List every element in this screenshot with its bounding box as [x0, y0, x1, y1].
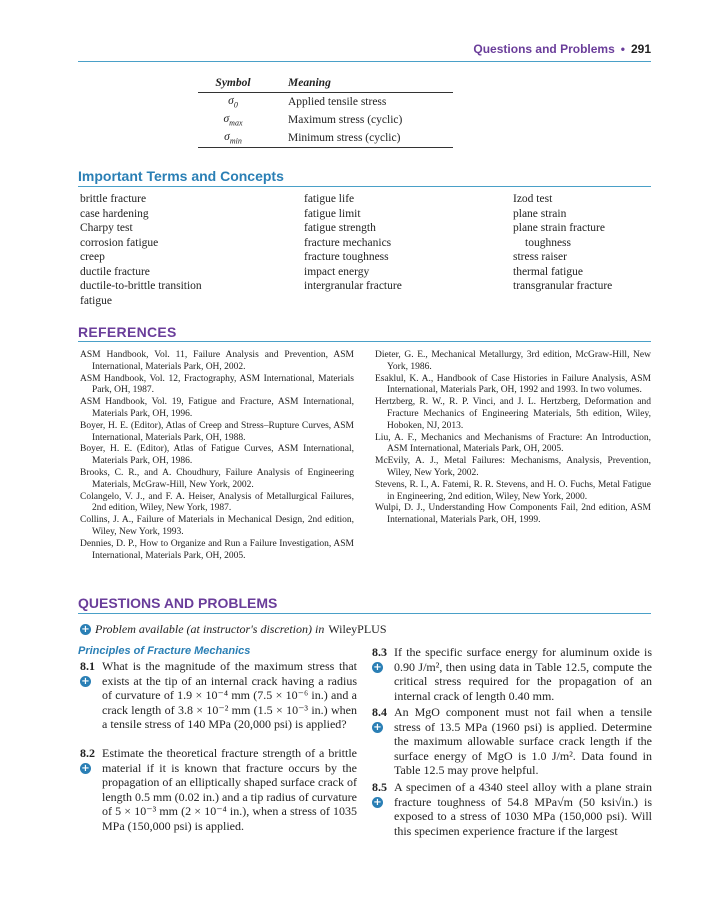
table-row: [198, 111, 453, 129]
references-left: [80, 350, 354, 562]
table-row: [198, 129, 453, 148]
reference-item: McEvily, A. J., Metal Failures: Mechanisms, Analysis, Prevention, Wiley, New York, 2002.: [375, 456, 651, 478]
questions-heading: QUESTIONS AND PROBLEMS: [78, 595, 278, 611]
plus-circle-icon: +: [373, 722, 382, 733]
term: fracture toughness: [304, 251, 389, 263]
meaning-cell: Minimum stress (cyclic): [288, 132, 401, 144]
terms-rule: [78, 186, 651, 187]
problem-number: 8.1: [80, 659, 95, 673]
table-row: [198, 93, 453, 111]
term: Izod test: [513, 193, 553, 205]
term: impact energy: [304, 265, 370, 278]
reference-item: Dennies, D. P., How to Organize and Run a Failure Investigation, ASM International, Materials Park, OH, 2005.: [80, 538, 354, 561]
terms-col-2: [304, 192, 402, 294]
questions-rule: [78, 613, 651, 614]
symbol-table: [198, 74, 453, 148]
problem-8-4: [372, 705, 652, 778]
term: intergranular fracture: [304, 280, 402, 292]
wileyplus-brand: WileyPLUS: [328, 622, 387, 636]
problem-text: What is the magnitude of the maximum stress that exists at the tip of an internal crack having a radius of curvature of 1.9 × 10⁻⁴ mm (7.5 × 10⁻⁶ in.) and a crack length of 3.8 × 10⁻² mm (1.5 × 10⁻³ in.) when a tensile stress of 140 MPa (20,000 psi) is applied?: [102, 659, 357, 732]
term: Charpy test: [80, 222, 133, 234]
problem-number: 8.5: [372, 780, 387, 794]
term: creep: [80, 251, 105, 263]
running-header: [473, 42, 651, 56]
problem-text: A specimen of a 4340 steel alloy with a plane strain fracture toughness of 54.8 MPa√m (50 ksi√in.) is exposed to a stress of 1030 MPa (150,000 psi). Will this specimen experience fracture if the largest: [394, 780, 652, 838]
term: brittle fracture: [80, 193, 147, 205]
term: toughness: [525, 236, 571, 249]
symbol-cell: $\sigma_{min}$: [224, 130, 242, 146]
reference-item: ASM Handbook, Vol. 19, Fatigue and Fracture, ASM International, Materials Park, OH, 1996.: [80, 397, 354, 419]
availability-note: [80, 622, 387, 637]
reference-item: Wulpi, D. J., Understanding How Components Fail, 2nd edition, ASM International, Materials Park, OH, 1999.: [375, 503, 651, 526]
problem-8-5: [372, 780, 652, 838]
header-rule: [78, 61, 651, 62]
plus-circle-icon: +: [81, 624, 90, 635]
symbol-table-header: [198, 74, 453, 93]
reference-item: Hertzberg, R. W., R. P. Vinci, and J. L. Hertzberg, Deformation and Fracture Mechanics of Engineering Materials, 5th edition, Wiley, Hoboken, NJ, 2013.: [375, 397, 651, 431]
problem-number: 8.3: [372, 645, 387, 659]
availability-text: Problem available (at instructor's discretion) in: [95, 622, 325, 636]
term: fatigue life: [304, 193, 355, 205]
reference-item: Collins, J. A., Failure of Materials in Mechanical Design, 2nd edition, Wiley, New York, 1993.: [80, 515, 354, 537]
problem-text: Estimate the theoretical fracture strength of a brittle material if it is known that fracture occurs by the propagation of an elliptically shaped surface crack of length 0.5 mm (0.02 in.) and a tip radius of curvature of 5 × 10⁻³ mm (2 × 10⁻⁴ in.), when a stress of 1035 MPa (150,000 psi) is applied.: [102, 746, 357, 833]
term: fatigue: [80, 294, 112, 307]
terms-heading: Important Terms and Concepts: [78, 168, 284, 184]
reference-item: Boyer, H. E. (Editor), Atlas of Fatigue Curves, ASM International, Materials Park, OH, 1986.: [80, 444, 354, 467]
term: case hardening: [80, 207, 149, 220]
reference-item: Boyer, H. E. (Editor), Atlas of Creep and Stress–Rupture Curves, ASM International, Materials Park, OH, 1988.: [80, 420, 354, 443]
plus-circle-icon: +: [81, 763, 90, 774]
header-section: Questions and Problems: [473, 42, 615, 56]
col-meaning: Meaning: [288, 77, 331, 89]
term: fracture mechanics: [304, 236, 392, 249]
reference-item: Brooks, C. R., and A. Choudhury, Failure Analysis of Engineering Materials, McGraw-Hill, New York, 2002.: [80, 467, 354, 490]
subsection-heading: Principles of Fracture Mechanics: [78, 645, 251, 657]
reference-item: Dieter, G. E., Mechanical Metallurgy, 3rd edition, McGraw-Hill, New York, 1986.: [375, 350, 651, 372]
term: ductile fracture: [80, 265, 150, 278]
meaning-cell: Maximum stress (cyclic): [288, 114, 403, 126]
term: fatigue strength: [304, 222, 376, 234]
reference-item: Liu, A. F., Mechanics and Mechanisms of Fracture: An Introduction, ASM International, Materials Park, OH, 2005.: [375, 432, 651, 455]
reference-item: ASM Handbook, Vol. 12, Fractography, ASM International, Materials Park, OH, 1987.: [80, 373, 354, 396]
plus-circle-icon: +: [81, 676, 90, 687]
references-right: [375, 350, 651, 527]
problem-number: 8.2: [80, 746, 95, 760]
term: plane strain: [513, 207, 567, 220]
col-symbol: Symbol: [215, 77, 251, 89]
problem-number: 8.4: [372, 705, 387, 719]
term: thermal fatigue: [513, 265, 583, 278]
plus-circle-icon: +: [373, 797, 382, 808]
symbol-cell: $\sigma_{max}$: [223, 112, 243, 128]
plus-circle-icon: +: [373, 662, 382, 673]
header-separator: •: [620, 42, 625, 56]
term: transgranular fracture: [513, 280, 613, 292]
term: ductile-to-brittle transition: [80, 280, 202, 292]
reference-item: ASM Handbook, Vol. 11, Failure Analysis and Prevention, ASM International, Materials Park, OH, 2002.: [80, 350, 354, 372]
term: corrosion fatigue: [80, 236, 159, 249]
reference-item: Esaklul, K. A., Handbook of Case Histories in Failure Analysis, ASM International, Materials Park, OH, 1992 and 1993. In two volumes.: [375, 373, 651, 396]
references-rule: [78, 341, 651, 342]
terms-col-1: [80, 192, 202, 308]
problem-8-3: [372, 645, 652, 703]
problem-text: If the specific surface energy for aluminum oxide is 0.90 J/m², then using data in Table 12.5, compute the critical stress required for the propagation of an internal crack of length 0.40 mm.: [394, 645, 652, 703]
term: stress raiser: [513, 251, 567, 263]
page-number: 291: [630, 42, 651, 56]
reference-item: Colangelo, V. J., and F. A. Heiser, Analysis of Metallurgical Failures, 2nd edition, Wiley, New York, 1987.: [80, 491, 354, 514]
reference-item: Stevens, R. I., A. Fatemi, R. R. Stevens, and H. O. Fuchs, Metal Fatigue in Engineering, 2nd edition, Wiley, New York, 2000.: [375, 479, 651, 502]
meaning-cell: Applied tensile stress: [288, 96, 387, 108]
problem-text: An MgO component must not fail when a tensile stress of 13.5 MPa (1960 psi) is applied. Determine the maximum allowable surface crack length if the surface energy of MgO is 1.0 J/m². Data found in Table 12.5 may prove helpful.: [394, 705, 652, 778]
problem-8-2: [80, 746, 357, 834]
symbol-cell: $\sigma_0$: [228, 94, 238, 110]
term: plane strain fracture: [513, 222, 605, 234]
terms-col-3: [513, 192, 612, 294]
references-heading: REFERENCES: [78, 324, 177, 340]
problem-8-1: [80, 659, 357, 732]
term: fatigue limit: [304, 207, 361, 220]
